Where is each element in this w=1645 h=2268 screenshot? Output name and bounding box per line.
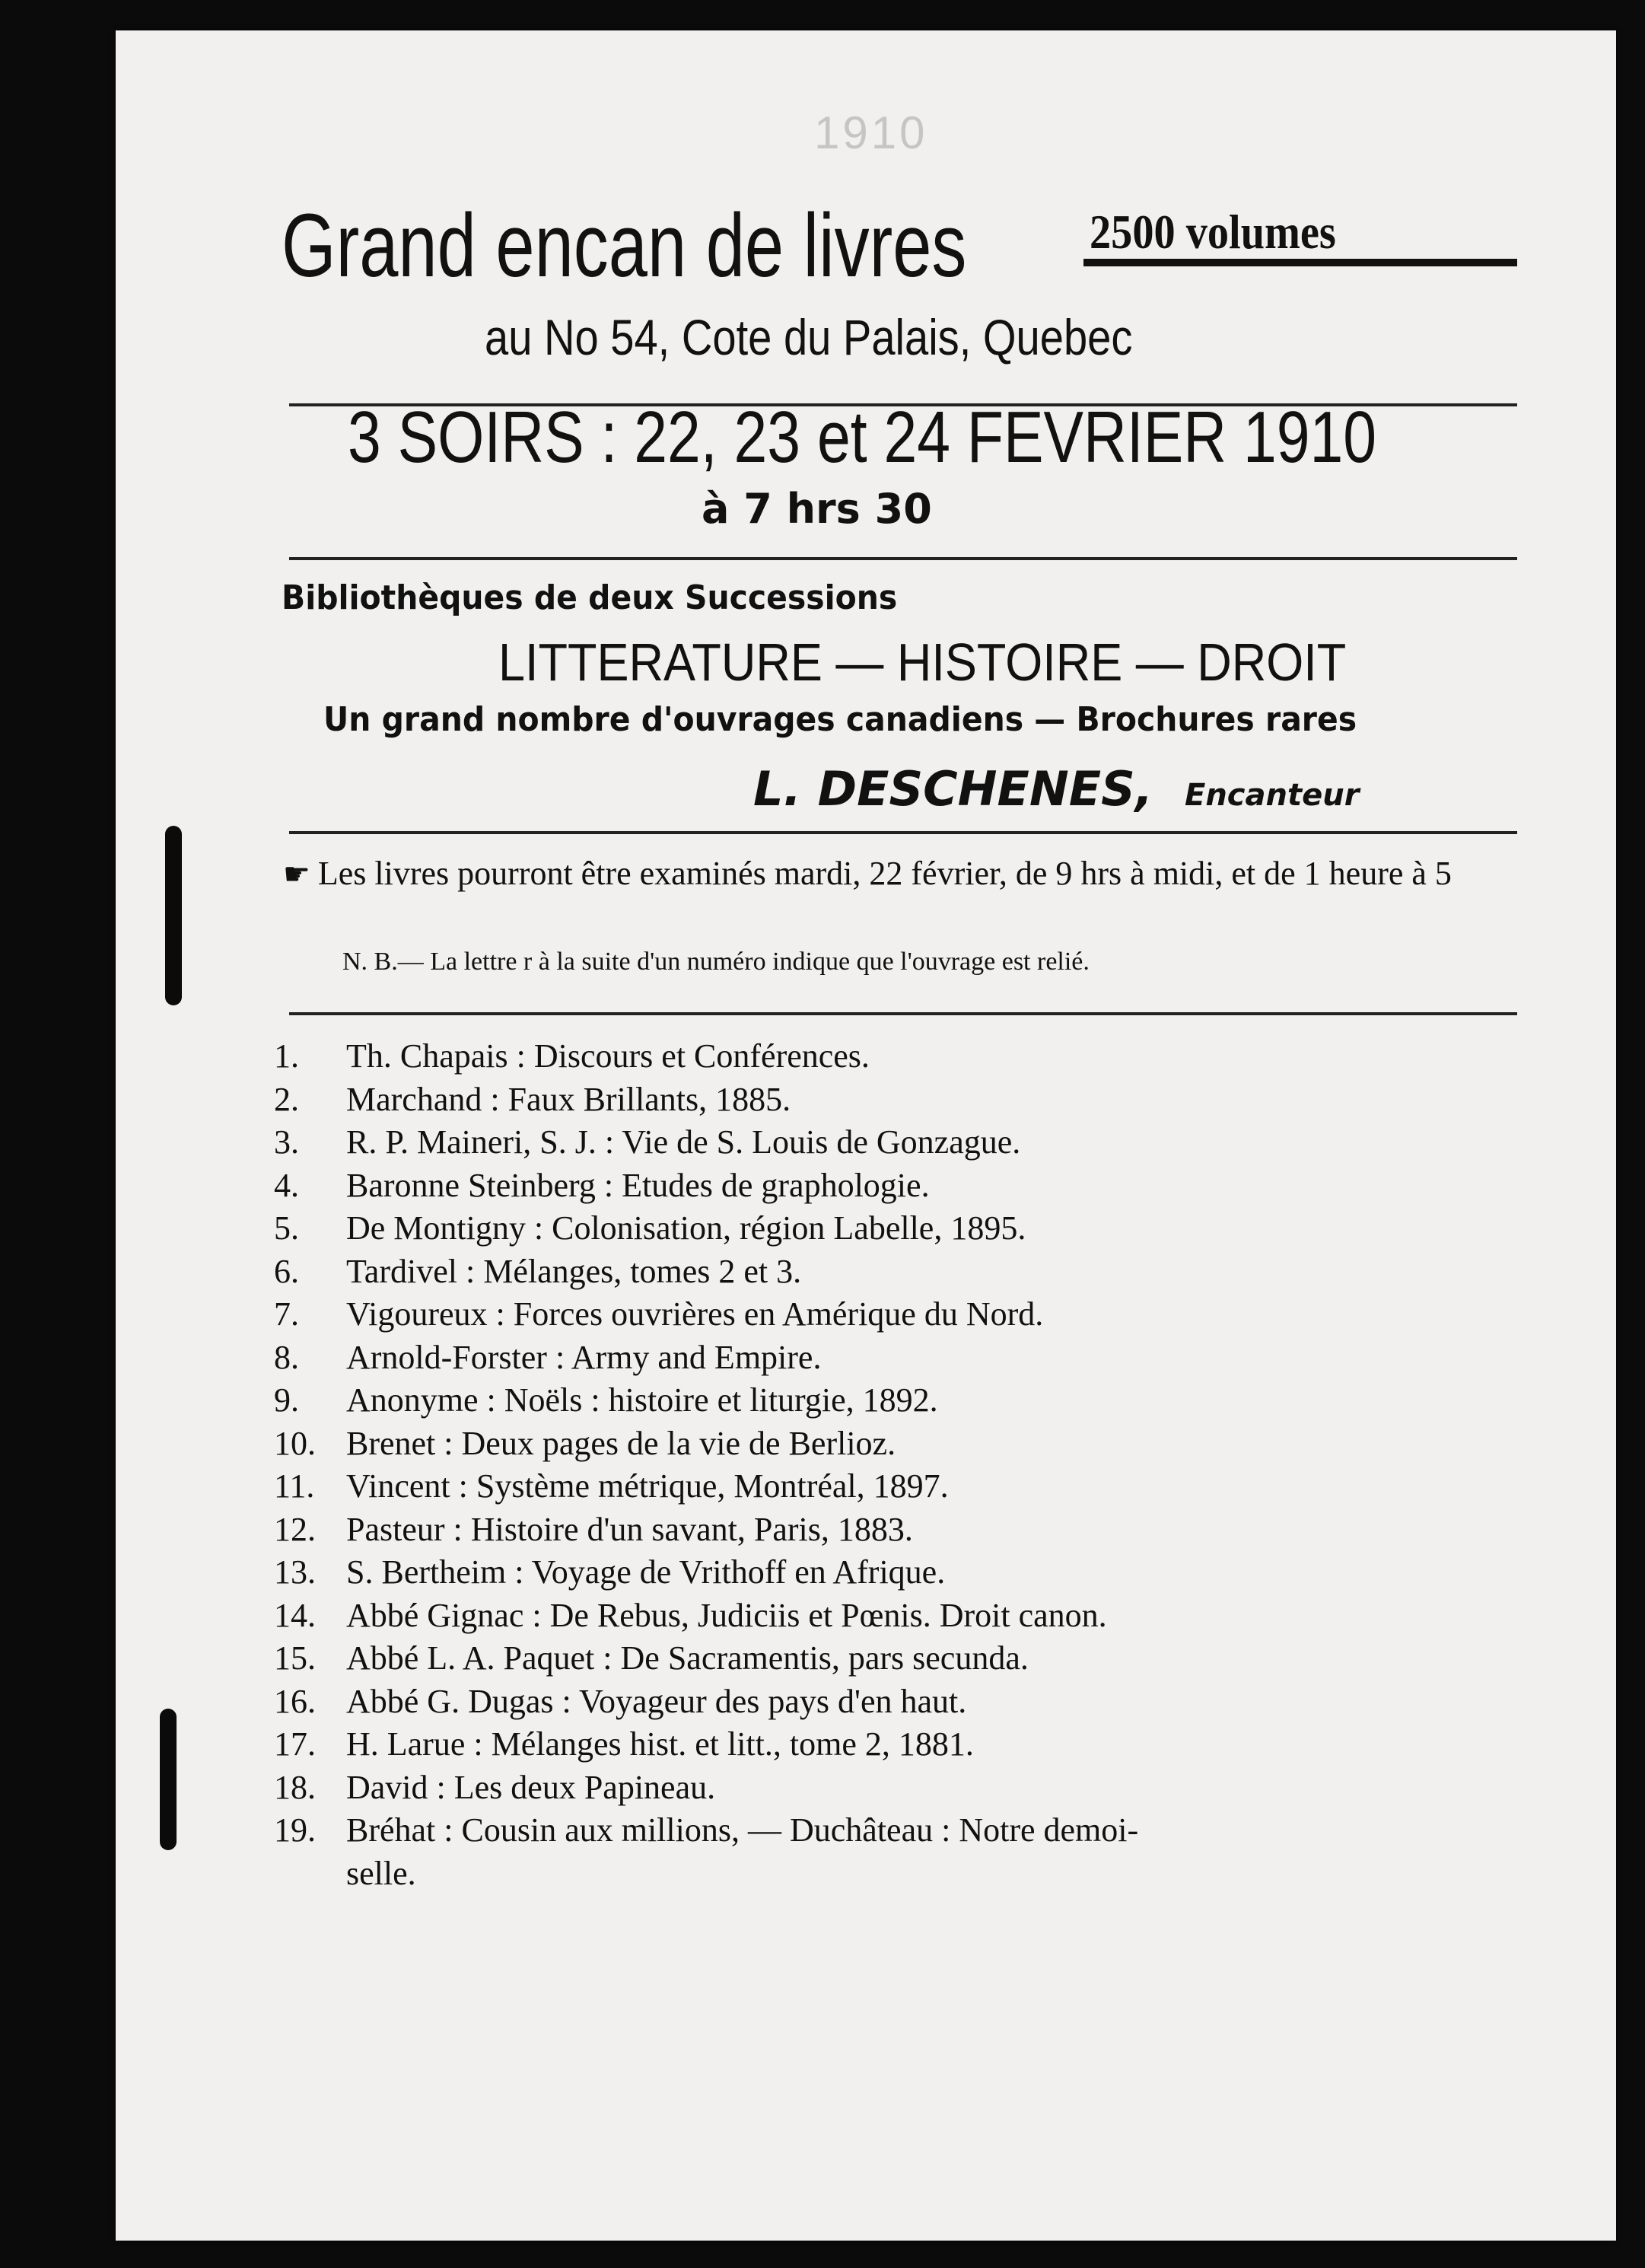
list-item: 9. Anonyme : Noëls : histoire et liturgie, 1892. [274,1381,938,1419]
list-item: 15. Abbé L. A. Paquet : De Sacramentis, pars secunda. [274,1639,1029,1677]
scan-smudge [165,826,182,1005]
list-item: 12. Pasteur : Histoire d'un savant, Paris, 1883. [274,1510,913,1548]
viewing-notice [283,852,1516,896]
auction-dates: 3 SOIRS : 22, 23 et 24 FEVRIER 1910 [348,397,1377,478]
list-item: 14. Abbé Gignac : De Rebus, Judiciis et Pœnis. Droit canon. [274,1596,1107,1634]
list-item: 6. Tardivel : Mélanges, tomes 2 et 3. [274,1252,802,1290]
list-item: 17. H. Larue : Mélanges hist. et litt., tome 2, 1881. [274,1725,974,1763]
binding-note: N. B.— La lettre r à la suite d'un numéro indique que l'ouvrage est relié. [342,948,1090,976]
auction-title: Grand encan de livres [282,196,967,296]
list-item: 19. Bréhat : Cousin aux millions, — Duchâteau : Notre demoi- [274,1811,1139,1849]
list-item: 1. Th. Chapais : Discours et Conférences. [274,1037,870,1075]
list-item: 11. Vincent : Système métrique, Montréal, 1897. [274,1467,949,1505]
pencil-annotation: 1910 [814,107,928,158]
auctioneer-name: L. DESCHENES, [753,761,1153,817]
auction-address: au No 54, Cote du Palais, Quebec [485,309,1133,365]
list-item: 2. Marchand : Faux Brillants, 1885. [274,1080,791,1118]
list-item-continuation: selle. [346,1854,416,1892]
divider-rule [289,1012,1517,1015]
scan-smudge [160,1709,177,1850]
list-item: 18. David : Les deux Papineau. [274,1768,716,1806]
list-item: 4. Baronne Steinberg : Etudes de graphologie. [274,1166,930,1204]
auction-time: à 7 hrs 30 [702,485,932,533]
volume-underline [1083,259,1517,266]
list-item: 7. Vigoureux : Forces ouvrières en Amérique du Nord. [274,1295,1044,1333]
list-item: 16. Abbé G. Dugas : Voyageur des pays d'en haut. [274,1682,967,1720]
libraries-heading: Bibliothèques de deux Successions [282,578,898,617]
book-list [274,1035,1529,1895]
auctioneer-title: Encanteur [1185,778,1360,813]
list-item: 10. Brenet : Deux pages de la vie de Berlioz. [274,1424,896,1462]
divider-rule [289,557,1517,560]
divider-rule [289,831,1517,834]
volume-count: 2500 volumes [1090,205,1336,259]
highlights-line: Un grand nombre d'ouvrages canadiens — Brochures rares [323,700,1357,739]
subjects-heading: LITTERATURE — HISTOIRE — DROIT [498,632,1347,692]
list-item: 3. R. P. Maineri, S. J. : Vie de S. Louis de Gonzague. [274,1123,1021,1161]
document-page [116,30,1616,2241]
list-item: 5. De Montigny : Colonisation, région Labelle, 1895. [274,1209,1026,1247]
list-item: 8. Arnold-Forster : Army and Empire. [274,1338,822,1376]
pointing-hand-icon: ☛ [283,857,310,892]
viewing-notice-text: Les livres pourront être examinés mardi, 22 février, de 9 hrs à midi, et de 1 heure à 5 [317,855,1452,892]
list-item: 13. S. Bertheim : Voyage de Vrithoff en Afrique. [274,1553,946,1591]
